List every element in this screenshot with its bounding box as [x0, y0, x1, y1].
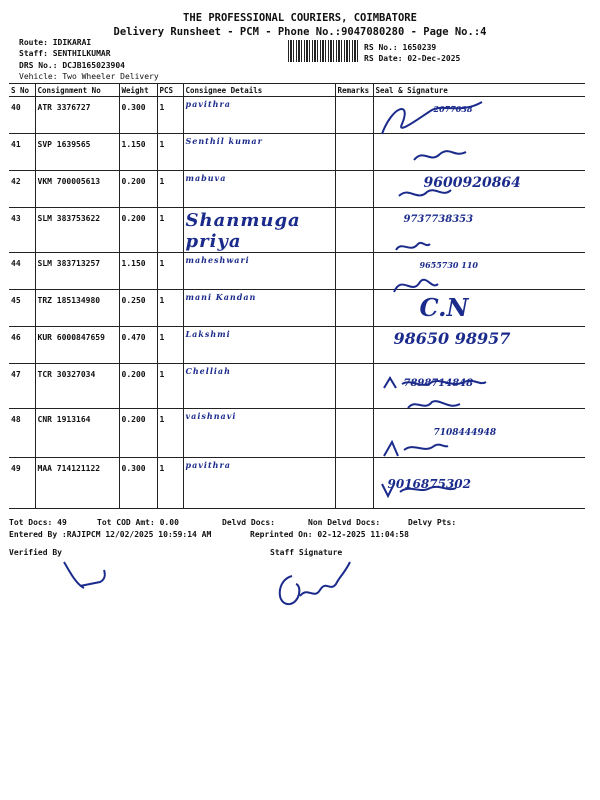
weight-cell: 0.200 [119, 409, 157, 458]
remarks-cell [335, 134, 373, 171]
pcs-cell: 1 [157, 290, 183, 327]
consignee-cell: pavithra [183, 97, 335, 134]
remarks-cell [335, 290, 373, 327]
weight-cell: 1.150 [119, 253, 157, 290]
consignment-cell: MAA 714121122 [35, 458, 119, 509]
col-consignee: Consignee Details [183, 84, 335, 97]
remarks-cell [335, 171, 373, 208]
remarks-cell [335, 458, 373, 509]
pcs-cell: 1 [157, 409, 183, 458]
consignee-cell: maheshwari [183, 253, 335, 290]
col-pcs: PCS [157, 84, 183, 97]
table-row [9, 327, 585, 364]
consignee-cell: mani Kandan [183, 290, 335, 327]
route-label: Route: IDIKARAI [19, 38, 92, 47]
remarks-cell [335, 97, 373, 134]
consignee-cell: Shanmuga priya [183, 208, 335, 253]
delivery-points: Delvy Pts: [408, 518, 457, 527]
runsheet-title: Delivery Runsheet - PCM - Phone No.:9047080280 - Page No.:4 [113, 26, 487, 38]
pcs-cell: 1 [157, 97, 183, 134]
weight-cell: 0.200 [119, 208, 157, 253]
weight-cell: 1.150 [119, 134, 157, 171]
total-cod-amount: Tot COD Amt: 0.00 [97, 518, 179, 527]
consignment-cell: VKM 700005613 [35, 171, 119, 208]
signature-icon [372, 96, 492, 140]
pcs-cell: 1 [157, 253, 183, 290]
table-row [9, 134, 585, 171]
table-row [9, 97, 585, 134]
total-docs: Tot Docs: 49 [9, 518, 67, 527]
table-row [9, 208, 585, 253]
vehicle-label: Vehicle: Two Wheeler Delivery [19, 72, 159, 81]
signature-icon [404, 396, 464, 414]
barcode-icon [288, 40, 360, 62]
table-header-row [9, 84, 585, 97]
pcs-cell: 1 [157, 364, 183, 409]
signature-icon [380, 374, 490, 394]
sno-cell: 45 [9, 290, 35, 327]
sno-cell: 49 [9, 458, 35, 509]
sno-cell: 44 [9, 253, 35, 290]
weight-cell: 0.200 [119, 364, 157, 409]
verified-by-label: Verified By [9, 548, 62, 557]
pcs-cell: 1 [157, 458, 183, 509]
table-row [9, 290, 585, 327]
pcs-cell: 1 [157, 208, 183, 253]
consignment-cell: CNR 1913164 [35, 409, 119, 458]
seal-cell: 9655730 110 [373, 253, 585, 290]
weight-cell: 0.200 [119, 171, 157, 208]
signature-icon [380, 438, 450, 460]
seal-cell: 2077038 [373, 97, 585, 134]
staff-label: Staff: SENTHILKUMAR [19, 49, 111, 58]
sno-cell: 46 [9, 327, 35, 364]
col-weight: Weight [119, 84, 157, 97]
signature-icon [395, 184, 455, 208]
remarks-cell [335, 208, 373, 253]
seal-cell: C.N [373, 290, 585, 327]
rs-date: RS Date: 02-Dec-2025 [364, 54, 461, 63]
company-title: THE PROFESSIONAL COURIERS, COIMBATORE [183, 12, 417, 24]
seal-cell: 9600920864 [373, 171, 585, 208]
weight-cell: 0.300 [119, 458, 157, 509]
reprinted-on: Reprinted On: 02-12-2025 11:04:58 [250, 530, 409, 539]
delivery-table [9, 83, 585, 509]
sno-cell: 42 [9, 171, 35, 208]
signature-icon [410, 142, 470, 168]
sno-cell: 43 [9, 208, 35, 253]
col-remarks: Remarks [335, 84, 373, 97]
pcs-cell: 1 [157, 171, 183, 208]
remarks-cell [335, 364, 373, 409]
consignee-cell: pavithra [183, 458, 335, 509]
weight-cell: 0.470 [119, 327, 157, 364]
consignment-cell: KUR 6000847659 [35, 327, 119, 364]
non-delivered-docs: Non Delvd Docs: [308, 518, 381, 527]
entered-by: Entered By :RAJIPCM 12/02/2025 10:59:14 AM [9, 530, 212, 539]
consignment-cell: SLM 383713257 [35, 253, 119, 290]
table-row [9, 409, 585, 458]
consignment-cell: ATR 3376727 [35, 97, 119, 134]
table-row [9, 458, 585, 509]
remarks-cell [335, 253, 373, 290]
rs-number: RS No.: 1650239 [364, 43, 437, 52]
remarks-cell [335, 327, 373, 364]
consignee-cell: Lakshmi [183, 327, 335, 364]
consignee-cell: mabuva [183, 171, 335, 208]
table-row [9, 171, 585, 208]
consignment-cell: TRZ 185134980 [35, 290, 119, 327]
consignee-cell: vaishnavi [183, 409, 335, 458]
sno-cell: 48 [9, 409, 35, 458]
signature-icon [60, 556, 110, 592]
sno-cell: 47 [9, 364, 35, 409]
sno-cell: 40 [9, 97, 35, 134]
col-consignment: Consignment No [35, 84, 119, 97]
consignee-cell: Senthil kumar [183, 134, 335, 171]
consignment-cell: TCR 30327034 [35, 364, 119, 409]
pcs-cell: 1 [157, 134, 183, 171]
seal-cell: 9737738353 [373, 208, 585, 253]
consignment-cell: SLM 383753622 [35, 208, 119, 253]
col-seal-signature: Seal & Signature [373, 84, 585, 97]
table-row [9, 253, 585, 290]
drs-number: DRS No.: DCJB165023904 [19, 61, 125, 70]
consignment-cell: SVP 1639565 [35, 134, 119, 171]
consignee-cell: Chelliah [183, 364, 335, 409]
signature-icon [392, 236, 432, 258]
pcs-cell: 1 [157, 327, 183, 364]
staff-signature-label: Staff Signature [270, 548, 343, 557]
weight-cell: 0.250 [119, 290, 157, 327]
signature-icon [378, 480, 458, 498]
sno-cell: 41 [9, 134, 35, 171]
signature-icon [274, 556, 354, 610]
table-row [9, 364, 585, 409]
remarks-cell [335, 409, 373, 458]
weight-cell: 0.300 [119, 97, 157, 134]
seal-cell: 7108444948 [373, 409, 585, 458]
seal-cell: 9016875302 [373, 458, 585, 509]
seal-cell: 7898714848 [373, 364, 585, 409]
delivered-docs: Delvd Docs: [222, 518, 275, 527]
col-sno: S No [9, 84, 35, 97]
seal-cell: 98650 98957 [373, 327, 585, 364]
signature-icon [390, 272, 440, 300]
